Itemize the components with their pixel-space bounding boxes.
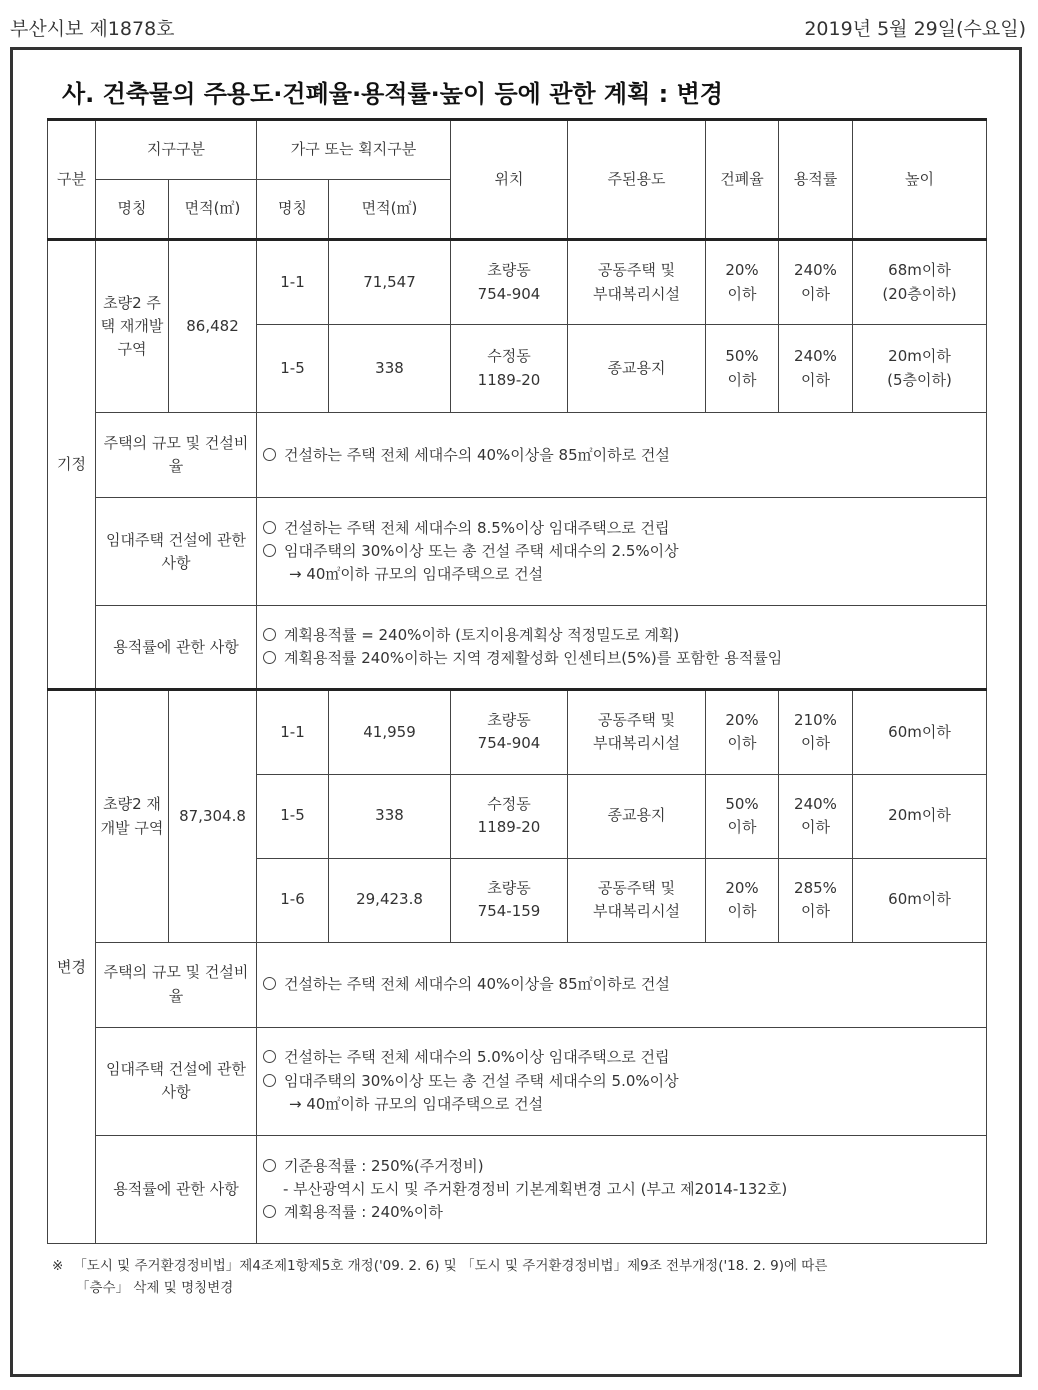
existing-location: 초량동 754-904: [451, 240, 568, 325]
head-district-name: 명칭: [96, 180, 169, 240]
existing-block: 1-5: [257, 325, 329, 413]
gazette-issue: 부산시보 제1878호: [10, 18, 175, 40]
changed-height: 60m이하: [853, 858, 987, 942]
changed-rental-text: 건설하는 주택 전체 세대수의 5.0%이상 임대주택으로 건립 임대주택의 30%이상 또는 총 건설 주택 세대수의 5.0%이상 → 40㎡이하 규모의 임대주택으로 건설: [257, 1027, 987, 1135]
circle-bullet-icon: [263, 977, 276, 990]
changed-district-area: 87,304.8: [169, 690, 257, 942]
footnote-line-2: 「층수」 삭제 및 명칭변경: [76, 1279, 234, 1296]
changed-far: 285% 이하: [779, 858, 853, 942]
changed-block-area: 338: [329, 774, 451, 858]
head-district-area: 면적(㎡): [169, 180, 257, 240]
head-district: 지구구분: [96, 120, 257, 180]
existing-far-text: 계획용적률 = 240%이하 (토지이용계획상 적정밀도로 계획) 계획용적률 240%이하는 지역 경제활성화 인센티브(5%)를 포함한 용적률임: [257, 606, 987, 690]
existing-block: 1-1: [257, 240, 329, 325]
head-far: 용적률: [779, 120, 853, 240]
changed-location: 수정동 1189-20: [451, 774, 568, 858]
changed-far-label: 용적률에 관한 사항: [96, 1135, 257, 1243]
page-title: 사. 건축물의 주용도·건폐율·용적률·높이 등에 관한 계획 : 변경: [62, 80, 723, 108]
circle-bullet-icon: [263, 651, 276, 664]
head-block-name: 명칭: [257, 180, 329, 240]
existing-use: 종교용지: [568, 325, 706, 413]
changed-block: 1-6: [257, 858, 329, 942]
changed-district-name: 초량2 재개발 구역: [96, 690, 169, 942]
changed-location: 초량동 754-159: [451, 858, 568, 942]
existing-district-area: 86,482: [169, 240, 257, 413]
changed-label: 변경: [48, 690, 96, 1244]
changed-far: 210% 이하: [779, 690, 853, 774]
head-use: 주된용도: [568, 120, 706, 240]
head-bcr: 건폐율: [706, 120, 779, 240]
existing-far-label: 용적률에 관한 사항: [96, 606, 257, 690]
head-location: 위치: [451, 120, 568, 240]
gazette-date: 2019년 5월 29일(수요일): [804, 18, 1026, 40]
footnote-line-1: 「도시 및 주거환경정비법」제4조제1항제5호 개정('09. 2. 6) 및 「도시 및 주거환경정비법」제9조 전부개정('18. 2. 9)에 따른: [73, 1258, 828, 1274]
existing-use: 공동주택 및 부대복리시설: [568, 240, 706, 325]
existing-bcr: 50% 이하: [706, 325, 779, 413]
existing-label: 기정: [48, 240, 96, 690]
head-height: 높이: [853, 120, 987, 240]
head-block-area: 면적(㎡): [329, 180, 451, 240]
changed-use: 공동주택 및 부대복리시설: [568, 858, 706, 942]
changed-rental-label: 임대주택 건설에 관한 사항: [96, 1027, 257, 1135]
changed-far: 240% 이하: [779, 774, 853, 858]
existing-far: 240% 이하: [779, 240, 853, 325]
circle-bullet-icon: [263, 448, 276, 461]
head-block: 가구 또는 획지구분: [257, 120, 451, 180]
existing-location: 수정동 1189-20: [451, 325, 568, 413]
changed-block-area: 41,959: [329, 690, 451, 774]
existing-district-name: 초량2 주택 재개발 구역: [96, 240, 169, 413]
changed-use: 공동주택 및 부대복리시설: [568, 690, 706, 774]
circle-bullet-icon: [263, 1050, 276, 1063]
existing-rental-text: 건설하는 주택 전체 세대수의 8.5%이상 임대주택으로 건립 임대주택의 30%이상 또는 총 건설 주택 세대수의 2.5%이상 → 40㎡이하 규모의 임대주택으로 건설: [257, 498, 987, 606]
changed-housing-label: 주택의 규모 및 건설비율: [96, 942, 257, 1027]
existing-bcr: 20% 이하: [706, 240, 779, 325]
changed-block-area: 29,423.8: [329, 858, 451, 942]
circle-bullet-icon: [263, 1074, 276, 1087]
changed-block: 1-5: [257, 774, 329, 858]
changed-far-text: 기준용적률 : 250%(주거정비) - 부산광역시 도시 및 주거환경정비 기본계획변경 고시 (부고 제2014-132호) 계획용적률 : 240%이하: [257, 1135, 987, 1243]
changed-height: 20m이하: [853, 774, 987, 858]
changed-bcr: 20% 이하: [706, 690, 779, 774]
changed-bcr: 20% 이하: [706, 858, 779, 942]
circle-bullet-icon: [263, 544, 276, 557]
circle-bullet-icon: [263, 1159, 276, 1172]
existing-housing-text: 건설하는 주택 전체 세대수의 40%이상을 85㎡이하로 건설: [257, 413, 987, 498]
circle-bullet-icon: [263, 521, 276, 534]
footnote: [52, 1256, 997, 1299]
changed-location: 초량동 754-904: [451, 690, 568, 774]
changed-housing-text: 건설하는 주택 전체 세대수의 40%이상을 85㎡이하로 건설: [257, 942, 987, 1027]
plan-table: [47, 118, 987, 1244]
reference-mark: ※: [52, 1258, 64, 1274]
existing-block-area: 71,547: [329, 240, 451, 325]
existing-height: 20m이하 (5층이하): [853, 325, 987, 413]
existing-far: 240% 이하: [779, 325, 853, 413]
changed-height: 60m이하: [853, 690, 987, 774]
existing-housing-label: 주택의 규모 및 건설비율: [96, 413, 257, 498]
existing-rental-label: 임대주택 건설에 관한 사항: [96, 498, 257, 606]
circle-bullet-icon: [263, 1205, 276, 1218]
changed-block: 1-1: [257, 690, 329, 774]
changed-use: 종교용지: [568, 774, 706, 858]
circle-bullet-icon: [263, 628, 276, 641]
existing-block-area: 338: [329, 325, 451, 413]
head-gubun: 구분: [48, 120, 96, 240]
changed-bcr: 50% 이하: [706, 774, 779, 858]
existing-height: 68m이하 (20층이하): [853, 240, 987, 325]
